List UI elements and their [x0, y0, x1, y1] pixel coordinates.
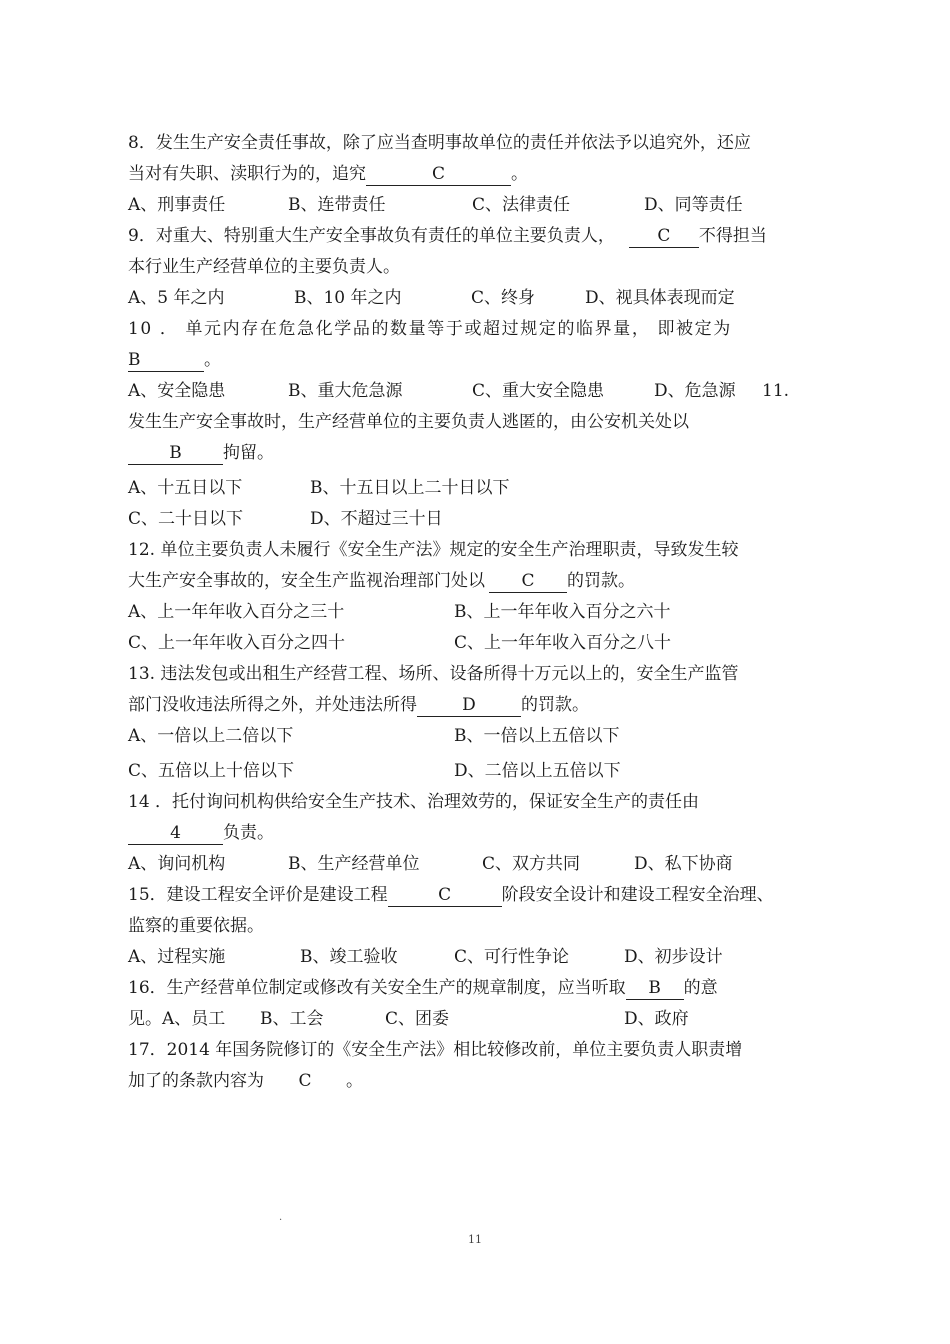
q9-option-c: C、终身	[471, 288, 536, 308]
q15-line2: 监察的重要依据。	[128, 916, 264, 936]
q12-stem-end: 的罚款。	[567, 571, 635, 591]
q9-stem: 9．对重大、特别重大生产安全事故负有责任的单位主要负责人，	[128, 226, 615, 246]
q9-line1	[128, 221, 828, 252]
q13-stem: 部门没收违法所得之外，并处违法所得	[128, 695, 417, 715]
q17-answer-blank: C	[298, 1071, 312, 1091]
q16-option-b: B、工会	[260, 1009, 324, 1029]
q8-answer-blank: C	[366, 163, 511, 186]
q12-option-b: B、上一年年收入百分之六十	[454, 602, 671, 622]
q15-line1	[128, 880, 828, 911]
q11-option-b: B、十五日以上二十日以下	[310, 478, 510, 498]
q13-stem-end: 的罚款。	[521, 695, 589, 715]
q15-answer-blank: C	[388, 884, 502, 907]
q12-line2	[128, 566, 828, 597]
q9-line2: 本行业生产经营单位的主要负责人。	[128, 257, 400, 277]
page-number: 11	[468, 1233, 482, 1246]
q10-option-d: D、危急源	[654, 381, 736, 401]
q11-line1: 发生生产安全事故时，生产经营单位的主要负责人逃匿的，由公安机关处以	[128, 412, 689, 432]
q15-option-d: D、初步设计	[624, 947, 723, 967]
q16-line2	[128, 1004, 828, 1035]
q10-answer-blank: B	[128, 349, 204, 372]
q14-option-a: A、询问机构	[128, 854, 226, 874]
q15-option-c: C、可行性争论	[454, 947, 570, 967]
q11-number: 11.	[762, 381, 790, 401]
q9-answer-blank: C	[629, 225, 699, 248]
question-list	[128, 128, 828, 1097]
q10-option-c: C、重大安全隐患	[472, 381, 605, 401]
q13-option-b: B、一倍以上五倍以下	[454, 726, 620, 746]
q13-options-row2	[128, 756, 828, 787]
q10-line2	[128, 345, 828, 376]
q13-line2	[128, 690, 828, 721]
q9-option-a: A、5 年之内	[128, 288, 225, 308]
q12-stem: 大生产安全事故的，安全生产监视治理部门处以	[128, 571, 485, 591]
q10-stem-end: 。	[204, 350, 221, 370]
q12-options-row2	[128, 628, 828, 659]
q8-stem-end: 。	[511, 164, 528, 184]
q15-options	[128, 942, 828, 973]
q11-options-row2	[128, 504, 828, 535]
q13-option-a: A、一倍以上二倍以下	[128, 726, 294, 746]
q16-option-d: D、政府	[624, 1009, 689, 1029]
q14-option-b: B、生产经营单位	[288, 854, 420, 874]
q12-line1: 12. 单位主要负责人未履行《安全生产法》规定的安全生产治理职责，导致发生较	[128, 540, 739, 560]
q11-options-row1	[128, 473, 828, 504]
q10-line1: 10 ． 单元内存在危急化学品的数量等于或超过规定的临界量， 即被定为	[128, 319, 732, 339]
q16-line1	[128, 973, 828, 1004]
q8-line2	[128, 159, 828, 190]
q11-line2	[128, 438, 828, 469]
q14-option-c: C、双方共同	[482, 854, 581, 874]
q15-stem-end: 阶段安全设计和建设工程安全治理、	[501, 885, 774, 905]
q14-option-d: D、私下协商	[634, 854, 733, 874]
q12-options-row1	[128, 597, 828, 628]
q16-stem-end2: 见。	[128, 1009, 162, 1029]
q13-options-row1	[128, 721, 828, 752]
q11-option-a: A、十五日以下	[128, 478, 243, 498]
q15-option-a: A、过程实施	[128, 947, 226, 967]
q11-option-d: D、不超过三十日	[310, 509, 443, 529]
q14-options	[128, 849, 828, 880]
q16-stem-end: 的意	[683, 978, 718, 998]
q13-answer-blank: D	[417, 694, 521, 717]
q17-stem: 加了的条款内容为	[128, 1071, 264, 1091]
q14-line2	[128, 818, 828, 849]
q9-stem-end: 不得担当	[698, 226, 767, 246]
q14-answer-blank: 4	[128, 822, 223, 845]
q15-stem: 15．建设工程安全评价是建设工程	[128, 885, 388, 905]
q12-option-c: C、上一年年收入百分之四十	[128, 633, 346, 653]
q14-line1: 14 ．托付询问机构供给安全生产技术、治理效劳的，保证安全生产的责任由	[128, 792, 700, 812]
q8-option-b: B、连带责任	[288, 195, 386, 215]
q8-options	[128, 190, 828, 221]
footer-dot: .	[279, 1212, 283, 1223]
q8-option-a: A、刑事责任	[128, 195, 226, 215]
q12-option-c2: C、上一年年收入百分之八十	[454, 633, 672, 653]
q16-option-a: A、员工	[162, 1009, 226, 1029]
q12-option-a: A、上一年年收入百分之三十	[128, 602, 345, 622]
q13-option-d: D、二倍以上五倍以下	[454, 761, 621, 781]
q17-line2	[128, 1066, 828, 1097]
q13-option-c: C、五倍以上十倍以下	[128, 761, 295, 781]
q16-answer-blank: B	[626, 977, 684, 1000]
q17-line1: 17．2014 年国务院修订的《安全生产法》相比较修改前，单位主要负责人职责增	[128, 1040, 743, 1060]
q16-stem: 16．生产经营单位制定或修改有关安全生产的规章制度，应当听取	[128, 978, 626, 998]
q8-option-c: C、法律责任	[472, 195, 571, 215]
q10-options	[128, 376, 828, 407]
q9-option-d: D、视具体表现而定	[585, 288, 735, 308]
q9-options	[128, 283, 828, 314]
q14-stem-end: 负责。	[223, 823, 274, 843]
q16-option-c: C、团委	[385, 1009, 450, 1029]
q11-stem-end: 拘留。	[223, 443, 274, 463]
q8-stem: 当对有失职、渎职行为的，追究	[128, 164, 366, 184]
q13-line1: 13. 违法发包或出租生产经营工程、场所、设备所得十万元以上的，安全生产监管	[128, 664, 739, 684]
q9-option-b: B、10 年之内	[294, 288, 402, 308]
q10-option-a: A、安全隐患	[128, 381, 226, 401]
q8-line1: 8．发生生产安全责任事故，除了应当查明事故单位的责任并依法予以追究外，还应	[128, 133, 751, 153]
q17-stem-end: 。	[346, 1071, 363, 1091]
q11-answer-blank: B	[128, 442, 223, 465]
q8-option-d: D、同等责任	[644, 195, 743, 215]
q15-option-b: B、竣工验收	[300, 947, 398, 967]
q11-option-c: C、二十日以下	[128, 509, 244, 529]
q12-answer-blank: C	[489, 570, 567, 593]
q10-option-b: B、重大危急源	[288, 381, 403, 401]
